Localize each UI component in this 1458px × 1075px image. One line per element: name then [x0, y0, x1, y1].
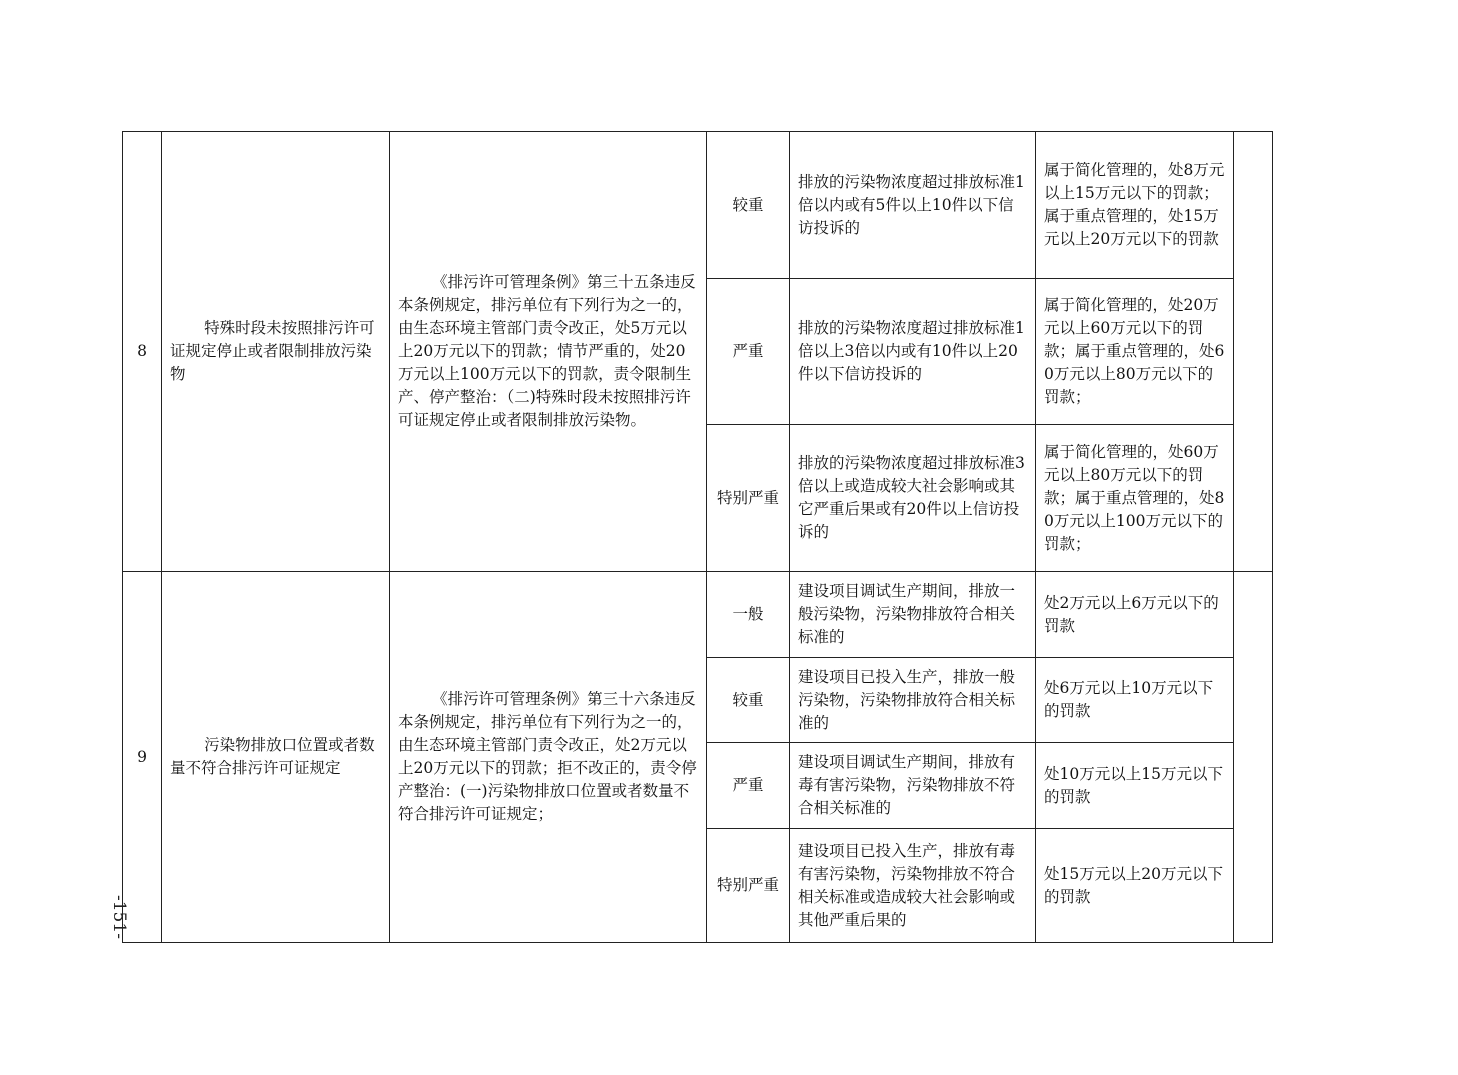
- penalty-standard: 处2万元以上6万元以下的罚款: [1036, 572, 1234, 658]
- penalty-standard: 属于简化管理的，处60万元以上80万元以下的罚款；属于重点管理的，处80万元以上100万元以下的罚款；: [1036, 425, 1234, 572]
- circumstance-description: 排放的污染物浓度超过排放标准3倍以上或造成较大社会影响或其它严重后果或有20件以上信访投诉的: [790, 425, 1036, 572]
- penalty-standard: 处10万元以上15万元以下的罚款: [1036, 743, 1234, 829]
- severity-level: 特别严重: [707, 425, 790, 572]
- legal-basis: 《排污许可管理条例》第三十六条违反本条例规定，排污单位有下列行为之一的，由生态环境主管部门责令改正，处2万元以上20万元以下的罚款；拒不改正的，责令停产整治：(一)污染物排放口位置或者数量不符合排污许可证规定；: [390, 572, 707, 943]
- severity-level: 较重: [707, 132, 790, 279]
- violation-name: 特殊时段未按照排污许可证规定停止或者限制排放污染物: [162, 132, 390, 572]
- circumstance-description: 建设项目调试生产期间，排放一般污染物，污染物排放符合相关标准的: [790, 572, 1036, 658]
- violation-name: 污染物排放口位置或者数量不符合排污许可证规定: [162, 572, 390, 943]
- circumstance-description: 建设项目已投入生产，排放一般污染物，污染物排放符合相关标准的: [790, 658, 1036, 743]
- remarks-cell: [1234, 572, 1273, 943]
- legal-basis: 《排污许可管理条例》第三十五条违反本条例规定，排污单位有下列行为之一的，由生态环境主管部门责令改正，处5万元以上20万元以下的罚款；情节严重的，处20万元以上100万元以下的罚款，责令限制生产、停产整治：（二)特殊时段未按照排污许可证规定停止或者限制排放污染物。: [390, 132, 707, 572]
- table-row: [123, 132, 1273, 279]
- severity-level: 一般: [707, 572, 790, 658]
- penalty-standard: 属于简化管理的，处8万元以上15万元以下的罚款；属于重点管理的，处15万元以上20万元以下的罚款: [1036, 132, 1234, 279]
- page-number: -151-: [109, 895, 129, 939]
- penalty-standard: 处6万元以上10万元以下的罚款: [1036, 658, 1234, 743]
- severity-level: 严重: [707, 279, 790, 425]
- circumstance-description: 排放的污染物浓度超过排放标准1倍以内或有5件以上10件以下信访投诉的: [790, 132, 1036, 279]
- penalty-standards-table: [122, 131, 1273, 943]
- severity-level: 特别严重: [707, 829, 790, 943]
- severity-level: 严重: [707, 743, 790, 829]
- item-number: 8: [123, 132, 162, 572]
- circumstance-description: 建设项目已投入生产，排放有毒有害污染物，污染物排放不符合相关标准或造成较大社会影响或其他严重后果的: [790, 829, 1036, 943]
- penalty-standard: 属于简化管理的，处20万元以上60万元以下的罚款；属于重点管理的，处60万元以上80万元以下的罚款；: [1036, 279, 1234, 425]
- severity-level: 较重: [707, 658, 790, 743]
- circumstance-description: 建设项目调试生产期间，排放有毒有害污染物，污染物排放不符合相关标准的: [790, 743, 1036, 829]
- circumstance-description: 排放的污染物浓度超过排放标准1倍以上3倍以内或有10件以上20件以下信访投诉的: [790, 279, 1036, 425]
- remarks-cell: [1234, 132, 1273, 572]
- item-number: 9: [123, 572, 162, 943]
- table-row: [123, 572, 1273, 658]
- penalty-standard: 处15万元以上20万元以下的罚款: [1036, 829, 1234, 943]
